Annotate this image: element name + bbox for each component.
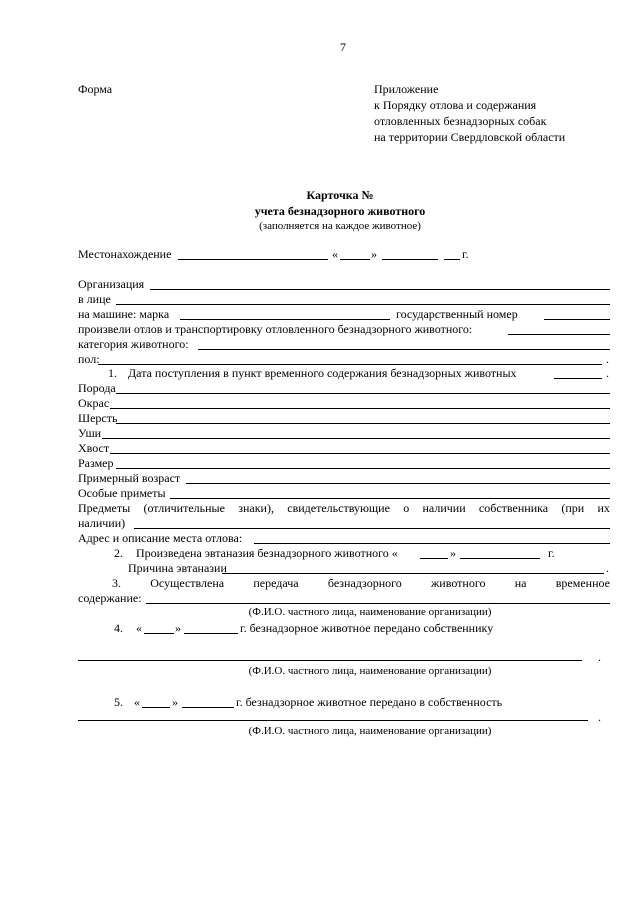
organization-field[interactable] (150, 289, 610, 290)
trait-label: Хвост (78, 441, 110, 455)
form-label: Форма (78, 82, 113, 96)
item2-year: г. (548, 546, 555, 560)
period: . (606, 352, 609, 366)
sex-label: пол: (78, 352, 100, 366)
item4-open: « (136, 621, 142, 635)
item3-caption: (Ф.И.О. частного лица, наименование организации) (248, 606, 492, 618)
word: безнадзорного (327, 576, 402, 590)
appendix-line: к Порядку отлова и содержания (374, 98, 537, 112)
item5-caption: (Ф.И.О. частного лица, наименование организации) (248, 725, 492, 737)
item3-cont: содержание: (78, 591, 142, 605)
vehicle-label: на машине: марка (78, 307, 170, 321)
word: на (514, 576, 527, 590)
trait-field[interactable] (186, 483, 610, 484)
item2-number: 2. (114, 546, 123, 560)
period: . (606, 561, 609, 575)
item2-text: Произведена эвтаназия безнадзорного животного « (136, 546, 398, 560)
reason-label: Причина эвтаназии (128, 561, 227, 575)
word: знаки), (238, 501, 274, 515)
items-field[interactable] (134, 528, 610, 529)
item2-month-field[interactable] (460, 558, 540, 559)
sex-field[interactable] (98, 364, 602, 365)
appendix-line: отловленных безнадзорных собак (374, 114, 547, 128)
word: о (403, 501, 410, 515)
capture-field[interactable] (508, 334, 610, 335)
item1-text: Дата поступления в пункт временного содержания безнадзорных животных (128, 366, 517, 380)
trait-label: Особые приметы (78, 486, 166, 500)
word: собственника (478, 501, 549, 515)
trait-field[interactable] (116, 423, 610, 424)
reason-field[interactable] (222, 573, 604, 574)
item4-close: » (175, 621, 181, 635)
trait-label: Порода (78, 381, 116, 395)
trait-field[interactable] (116, 393, 610, 394)
location-field[interactable] (178, 259, 328, 260)
word: их (597, 501, 610, 515)
items-cont: наличии) (78, 516, 126, 530)
plate-field[interactable] (544, 319, 610, 320)
item2-day-field[interactable] (420, 558, 448, 559)
item4-text: г. безнадзорное животное передано собственнику (240, 621, 494, 635)
address-field[interactable] (254, 543, 610, 544)
trait-label: Шерсть (78, 411, 118, 425)
trait-field[interactable] (110, 453, 610, 454)
period: . (598, 650, 601, 664)
item5-month-field[interactable] (182, 707, 234, 708)
item5-number: 5. (114, 695, 123, 709)
card-subtitle: учета безнадзорного животного (254, 204, 426, 218)
word: передача (253, 576, 299, 590)
item5-open: « (134, 695, 140, 709)
year-suffix: г. (462, 247, 469, 261)
trait-label: Примерный возраст (78, 471, 181, 485)
word: Осуществлена (150, 576, 225, 590)
trait-field[interactable] (116, 468, 610, 469)
item1-date-field[interactable] (554, 378, 602, 379)
word: свидетельствующие (287, 501, 390, 515)
word: 3. (112, 576, 121, 590)
item1-number: 1. (108, 366, 117, 380)
person-label: в лице (78, 292, 111, 306)
trait-field[interactable] (110, 408, 610, 409)
item4-month-field[interactable] (184, 633, 238, 634)
capture-text: произвели отлов и транспортировку отловленного безнадзорного животного: (78, 322, 473, 336)
item4-owner-field[interactable] (78, 660, 582, 661)
item5-owner-field[interactable] (78, 720, 588, 721)
trait-label: Окрас (78, 396, 110, 410)
card-title: Карточка № (306, 188, 374, 202)
address-label: Адрес и описание места отлова: (78, 531, 243, 545)
trait-field[interactable] (102, 438, 610, 439)
page-number: 7 (340, 40, 346, 54)
location-day-field[interactable] (340, 259, 370, 260)
item3-line (112, 576, 610, 590)
word: Предметы (78, 501, 131, 515)
quote-open: « (332, 247, 338, 261)
item5-close: » (172, 695, 178, 709)
period: . (606, 366, 609, 380)
vehicle-brand-field[interactable] (180, 319, 390, 320)
card-note: (заполняется на каждое животное) (259, 220, 421, 232)
quote-close: » (371, 247, 377, 261)
appendix-line: Приложение (374, 82, 439, 96)
item3-field[interactable] (146, 603, 610, 604)
category-label: категория животного: (78, 337, 189, 351)
items-line (78, 501, 610, 515)
location-year-field[interactable] (444, 259, 460, 260)
word: (при (561, 501, 585, 515)
trait-field[interactable] (170, 498, 610, 499)
trait-label: Уши (78, 426, 102, 440)
word: животного (431, 576, 486, 590)
item4-number: 4. (114, 621, 123, 635)
location-month-field[interactable] (382, 259, 438, 260)
item5-day-field[interactable] (142, 707, 170, 708)
organization-label: Организация (78, 277, 145, 291)
item2-close: » (450, 546, 456, 560)
word: временное (555, 576, 610, 590)
person-field[interactable] (116, 304, 610, 305)
item4-day-field[interactable] (144, 633, 174, 634)
word: наличии (422, 501, 466, 515)
plate-label: государственный номер (396, 307, 518, 321)
period: . (598, 710, 601, 724)
item4-caption: (Ф.И.О. частного лица, наименование организации) (248, 665, 492, 677)
location-label: Местонахождение (78, 247, 172, 261)
appendix-line: на территории Свердловской области (374, 130, 566, 144)
trait-label: Размер (78, 456, 114, 470)
item5-text: г. безнадзорное животное передано в собственность (236, 695, 503, 709)
word: (отличительные (143, 501, 225, 515)
category-field[interactable] (198, 349, 610, 350)
